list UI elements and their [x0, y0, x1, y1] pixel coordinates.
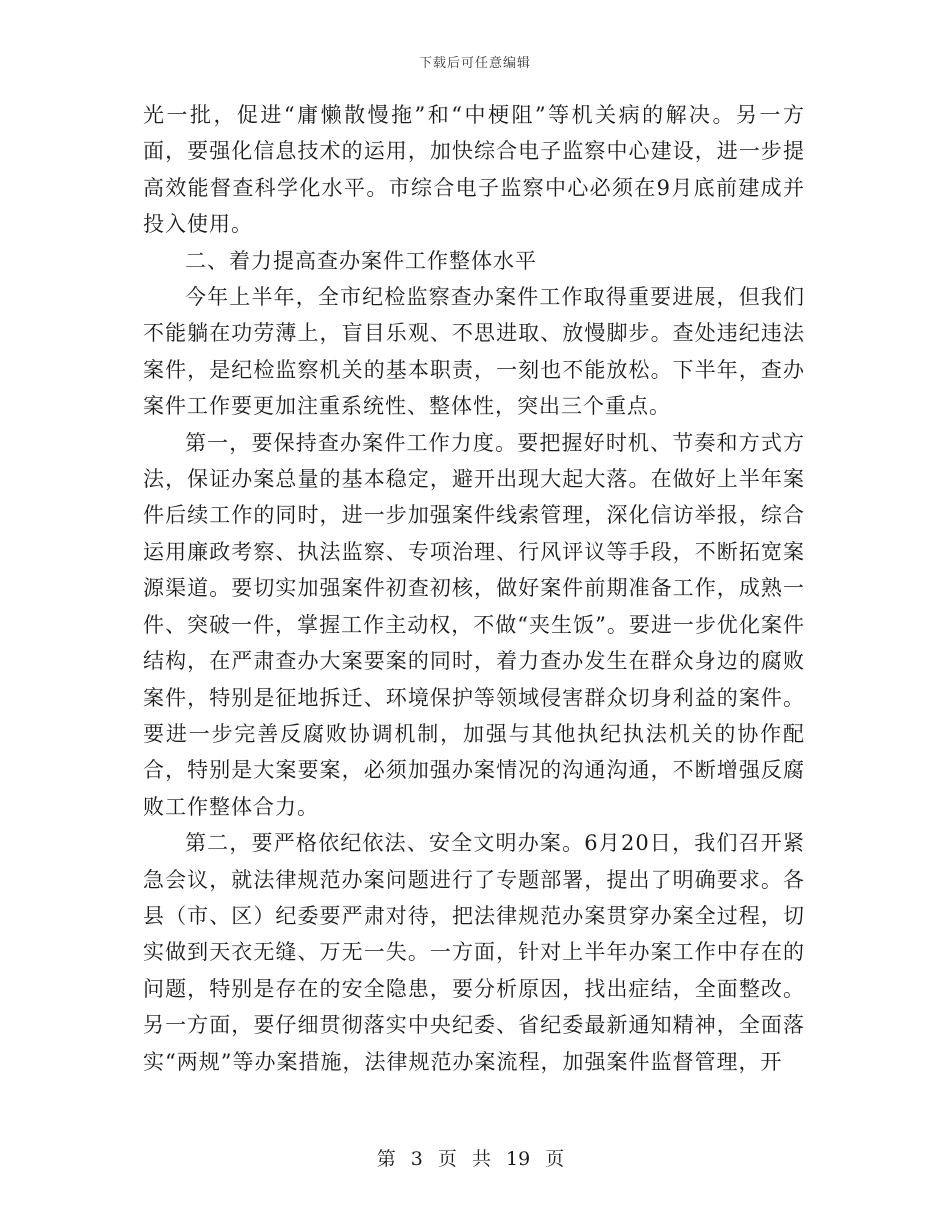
paragraph: 第二，要严格依纪依法、安全文明办案。6月20日，我们召开紧急会议，就法律规范办案问题进行了专题部署，提出了明确要求。各县（市、区）纪委要严肃对待，把法律规范办案贯穿办案全过程，切实做到天衣无缝、万无一失。一方面，针对上半年办案工作中存在的问题，特别是存在的安全隐患，要分析原因，找出症结，全面整改。另一方面，要仔细贯彻落实中央纪委、省纪委最新通知精神，全面落实“两规”等办案措施，法律规范办案流程，加强案件监督管理，开 — [143, 831, 805, 1074]
footer-label-gong: 共 — [471, 1148, 491, 1170]
total-pages-number: 19 — [506, 1148, 531, 1170]
page-footer — [0, 1144, 950, 1171]
current-page-number: 3 — [410, 1148, 423, 1170]
footer-label-ye: 页 — [437, 1148, 457, 1170]
document-body — [143, 97, 805, 1080]
footer-label-ye2: 页 — [545, 1148, 565, 1170]
paragraph-continuation: 光一批，促进“庸懒散慢拖”和“中梗阻”等机关病的解决。另一方面，要强化信息技术的运用，加快综合电子监察中心建设，进一步提高效能督查科学化水平。市综合电子监察中心必须在9月底前建成并投入使用。 — [143, 103, 805, 237]
section-heading: 二、着力提高查办案件工作整体水平 — [185, 248, 537, 273]
paragraph: 第一，要保持查办案件工作力度。要把握好时机、节奏和方式方法，保证办案总量的基本稳定，避开出现大起大落。在做好上半年案件后续工作的同时，进一步加强案件线索管理，深化信访举报，综合运用廉政考察、执法监察、专项治理、行风评议等手段，不断拓宽案源渠道。要切实加强案件初查初核，做好案件前期准备工作，成熟一件、突破一件，掌握工作主动权，不做“夹生饭”。要进一步优化案件结构，在严肃查办大案要案的同时，着力查办发生在群众身边的腐败案件，特别是征地拆迁、环境保护等领域侵害群众切身利益的案件。要进一步完善反腐败协调机制，加强与其他执纪执法机关的协作配合，特别是大案要案，必须加强办案情况的沟通沟通，不断增强反腐败工作整体合力。 — [143, 430, 805, 819]
paragraph: 今年上半年，全市纪检监察查办案件工作取得重要进展，但我们不能躺在功劳薄上，盲目乐观、不思进取、放慢脚步。查处违纪违法案件，是纪检监察机关的基本职责，一刻也不能放松。下半年，查办案件工作要更加注重系统性、整体性，突出三个重点。 — [143, 285, 805, 419]
footer-label-di: 第 — [376, 1148, 396, 1170]
page-header: 下载后可任意编辑 — [418, 56, 531, 71]
